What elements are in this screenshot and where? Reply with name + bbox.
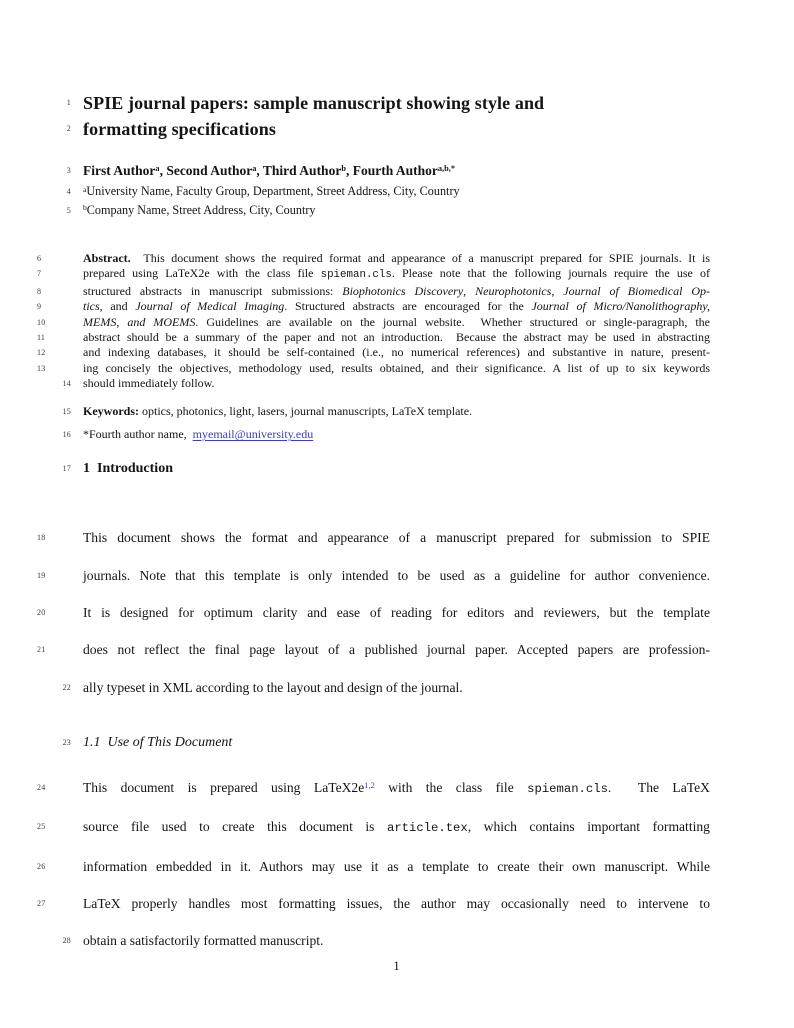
line-number: 13 — [37, 363, 46, 373]
block-title — [66, 90, 710, 142]
block-paragraph — [37, 519, 710, 705]
doc-line — [37, 885, 710, 922]
line-number: 18 — [37, 533, 46, 543]
doc-line — [37, 519, 710, 556]
line-number: 17 — [62, 464, 71, 474]
block-keywords — [62, 403, 710, 419]
doc-line — [62, 460, 710, 478]
text-segment: 1 Introduction — [83, 461, 173, 477]
line-number: 27 — [37, 898, 46, 908]
line-number: 10 — [37, 317, 46, 327]
block-subsection-heading — [62, 734, 710, 752]
text-segment: obtain a satisfactorily formatted manuscript. — [83, 933, 324, 949]
text-segment: b — [341, 164, 346, 174]
text-segment: . Please note that the following journals require the use of — [391, 266, 710, 281]
line-text — [83, 461, 173, 476]
text-segment: article.tex — [386, 821, 468, 836]
citation-link[interactable]: 1,2 — [364, 780, 375, 791]
block-paragraph — [37, 769, 710, 959]
text-segment: prepared using LaTeX2e with the class file — [83, 266, 321, 281]
line-text — [83, 568, 710, 583]
line-number: 25 — [37, 822, 46, 832]
doc-line — [66, 90, 710, 116]
line-text — [83, 933, 323, 948]
line-text — [83, 859, 710, 874]
line-number: 8 — [37, 286, 42, 296]
text-segment: a — [155, 164, 160, 174]
doc-line — [66, 183, 710, 202]
text-segment: SPIE journal papers: sample manuscript showing style and — [83, 93, 545, 113]
doc-line — [37, 283, 711, 299]
line-number: 5 — [66, 205, 71, 215]
line-number: 21 — [37, 645, 46, 655]
line-number: 1 — [66, 98, 71, 107]
text-segment: . Guidelines are available on the journal website. Whether structured or single-paragraph, the — [195, 314, 710, 329]
text-segment: , which contains important formatting — [467, 819, 710, 835]
line-text — [83, 266, 710, 280]
line-number: 6 — [37, 254, 42, 263]
block-section-heading — [62, 460, 710, 478]
line-number: 9 — [37, 302, 42, 312]
doc-line — [66, 116, 710, 142]
text-segment: Abstract. — [83, 251, 131, 265]
line-text — [83, 735, 232, 750]
block-footnote — [62, 427, 710, 442]
text-segment: This document shows the format and appearance of a manuscript prepared for submission to SPIE — [83, 530, 710, 546]
line-number: 11 — [37, 333, 46, 343]
doc-line — [37, 769, 710, 808]
text-segment: tics — [83, 299, 100, 314]
doc-line — [37, 251, 710, 266]
text-segment: Biophotonics Discovery — [342, 283, 464, 298]
line-number: 24 — [37, 782, 46, 792]
text-segment: b — [83, 203, 87, 213]
text-segment: and indexing databases, it should be self-contained (i.e., no numerical references) and substantive in nature, present- — [83, 345, 710, 360]
line-text — [83, 376, 215, 390]
block-authors — [66, 162, 710, 182]
doc-line — [66, 162, 710, 182]
doc-line — [62, 376, 710, 391]
text-segment: abstract should be a summary of the paper and not an introduction. Because the abstract may be used in abstracting — [83, 330, 710, 345]
doc-line — [37, 345, 710, 360]
doc-line — [62, 669, 710, 706]
doc-line — [37, 848, 710, 885]
line-number: 7 — [37, 269, 42, 279]
text-segment: information embedded in it. Authors may use it as a template to create their own manuscript. While — [83, 858, 710, 874]
line-text — [83, 605, 710, 620]
doc-line — [37, 330, 710, 345]
line-text — [83, 93, 544, 113]
text-segment: journals. Note that this template is only intended to be used as a guideline for author convenience. — [83, 567, 710, 583]
text-segment: MEMS, and MOEMS — [83, 314, 196, 329]
line-number: 2 — [66, 124, 71, 133]
text-segment: with the class file — [374, 779, 528, 795]
document-body — [37, 90, 711, 959]
doc-line — [66, 202, 710, 221]
line-number: 23 — [62, 737, 71, 747]
line-number: 22 — [62, 682, 71, 692]
doc-line — [37, 299, 711, 314]
doc-line — [37, 266, 710, 283]
text-segment: Keywords: — [83, 403, 139, 418]
doc-line — [37, 631, 710, 668]
text-segment: , Third Author — [256, 163, 342, 178]
email-link[interactable]: myemail@university.edu — [192, 427, 314, 442]
doc-line — [37, 557, 710, 594]
text-segment: optics, photonics, light, lasers, journal manuscripts, LaTeX template. — [139, 403, 473, 418]
doc-line — [62, 403, 710, 419]
text-segment: spieman.cls — [320, 269, 392, 282]
text-segment: University Name, Faculty Group, Department, Street Address, City, Country — [86, 184, 460, 198]
line-number: 28 — [62, 936, 71, 946]
text-segment: *Fourth author name, — [83, 427, 193, 442]
doc-line — [37, 360, 710, 376]
doc-line — [62, 922, 710, 959]
line-text — [83, 345, 710, 359]
line-text — [83, 819, 710, 834]
text-segment: a — [83, 184, 87, 194]
line-number: 26 — [37, 861, 46, 871]
text-segment: Company Name, Street Address, City, Country — [86, 202, 316, 217]
text-segment: spieman.cls — [527, 781, 608, 796]
line-text — [83, 203, 316, 217]
line-text — [83, 361, 710, 375]
line-text — [83, 780, 710, 795]
line-number: 19 — [37, 570, 46, 580]
text-segment: Journal of Medical Imaging — [135, 299, 285, 314]
block-affiliations — [66, 183, 710, 220]
line-text — [83, 163, 455, 178]
text-segment: , Fourth Author — [345, 163, 438, 178]
text-segment: First Author — [83, 163, 156, 178]
text-segment: It is designed for optimum clarity and ease of reading for editors and reviewers, but the template — [83, 605, 710, 621]
line-number: 16 — [62, 430, 71, 440]
line-text — [83, 284, 710, 298]
text-segment: a — [252, 164, 257, 174]
line-number: 15 — [62, 406, 71, 416]
line-text — [83, 530, 710, 545]
line-number: 4 — [66, 187, 71, 196]
doc-line — [37, 594, 710, 631]
line-text — [83, 680, 463, 695]
line-text — [83, 427, 313, 441]
line-text — [83, 330, 710, 344]
line-number: 20 — [37, 608, 46, 618]
text-segment: formatting specifications — [83, 119, 276, 139]
line-text — [83, 251, 710, 265]
line-text — [83, 119, 276, 139]
text-segment: 1.1 Use of This Document — [83, 734, 233, 750]
text-segment: . Structured abstracts are encouraged for the — [284, 299, 532, 314]
text-segment: This document shows the required format and appearance of a manuscript prepared for SPIE journals. It is — [130, 251, 710, 265]
text-segment: does not reflect the final page layout of a published journal paper. Accepted papers are profession- — [83, 642, 710, 658]
text-segment: Neurophotonics — [475, 283, 552, 298]
text-segment: source file used to create this document is — [83, 819, 387, 835]
text-segment: a,b,* — [437, 164, 456, 174]
text-segment: , — [551, 283, 564, 298]
text-segment: , Second Author — [159, 163, 253, 178]
line-number: 12 — [37, 348, 46, 358]
line-text — [83, 642, 710, 657]
line-text — [83, 404, 472, 418]
text-segment: structured abstracts in manuscript submissions: — [83, 283, 343, 298]
text-segment: ing concisely the objectives, methodology used, results obtained, and their significance. A list of up to six keywords — [83, 360, 710, 375]
line-text — [83, 896, 710, 911]
text-segment: LaTeX properly handles most formatting issues, the author may occasionally need to intervene to — [83, 895, 710, 911]
text-segment: This document is prepared using LaTeX2e — [83, 779, 365, 795]
doc-line — [62, 734, 710, 752]
line-number: 3 — [66, 166, 71, 175]
text-segment: should immediately follow. — [83, 376, 215, 391]
line-text — [83, 315, 710, 329]
doc-line — [37, 314, 710, 330]
page-number: 1 — [393, 958, 400, 973]
text-segment: ally typeset in XML according to the layout and design of the journal. — [83, 679, 463, 695]
text-segment: Journal of Micro/Nanolithography, — [531, 299, 711, 314]
text-segment: , and — [99, 299, 136, 314]
doc-line — [62, 427, 710, 442]
line-text — [83, 184, 460, 198]
block-abstract — [37, 251, 711, 392]
line-text — [83, 299, 710, 313]
text-segment: Journal of Biomedical Op- — [563, 283, 711, 298]
doc-line — [37, 808, 710, 847]
text-segment: . The LaTeX — [607, 779, 710, 795]
line-number: 14 — [62, 379, 71, 389]
text-segment: , — [463, 283, 476, 298]
